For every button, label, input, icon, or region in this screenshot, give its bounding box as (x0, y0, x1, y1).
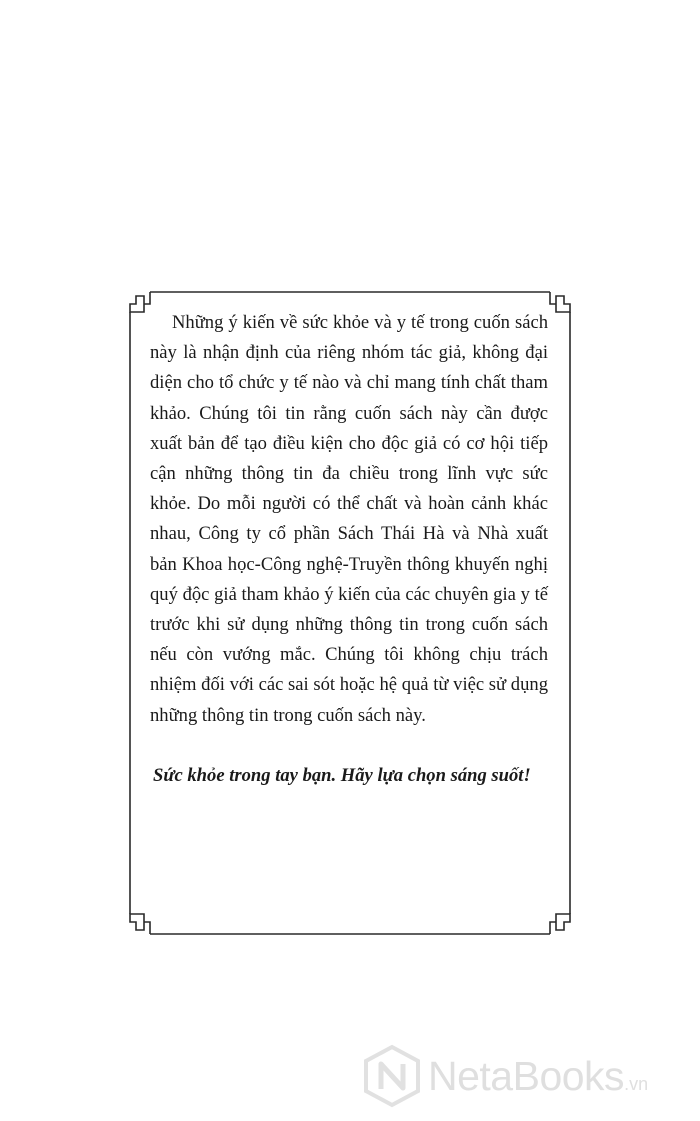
motto-text: Sức khỏe trong tay bạn. Hãy lựa chọn sáng suốt! (153, 764, 531, 786)
netabooks-watermark (362, 1044, 692, 1110)
netabooks-logo-icon (362, 1044, 422, 1108)
watermark-label (428, 1052, 648, 1108)
disclaimer-notice (150, 308, 548, 791)
watermark-suffix: .vn (624, 1074, 649, 1094)
watermark-brand: NetaBooks (428, 1053, 625, 1099)
disclaimer-text: Những ý kiến về sức khỏe và y tế trong cuốn sách này là nhận định của riêng nhóm tác giả, không đại diện cho tổ chức y tế nào và chỉ mang tính chất tham khảo. Chúng tôi tin rằng cuốn sách này cần được xuất bản để tạo điều kiện cho độc giả có cơ hội tiếp cận những thông tin đa chiều trong lĩnh vực sức khỏe. Do mỗi người có thể chất và hoàn cảnh khác nhau, Công ty cổ phần Sách Thái Hà và Nhà xuất bản Khoa học-Công nghệ-Truyền thông khuyến nghị quý độc giả tham khảo ý kiến của các chuyên gia y tế trước khi sử dụng những thông tin trong cuốn sách nếu còn vướng mắc. Chúng tôi không chịu trách nhiệm đối với các sai sót hoặc hệ quả từ việc sử dụng những thông tin trong cuốn sách này. (150, 312, 548, 726)
